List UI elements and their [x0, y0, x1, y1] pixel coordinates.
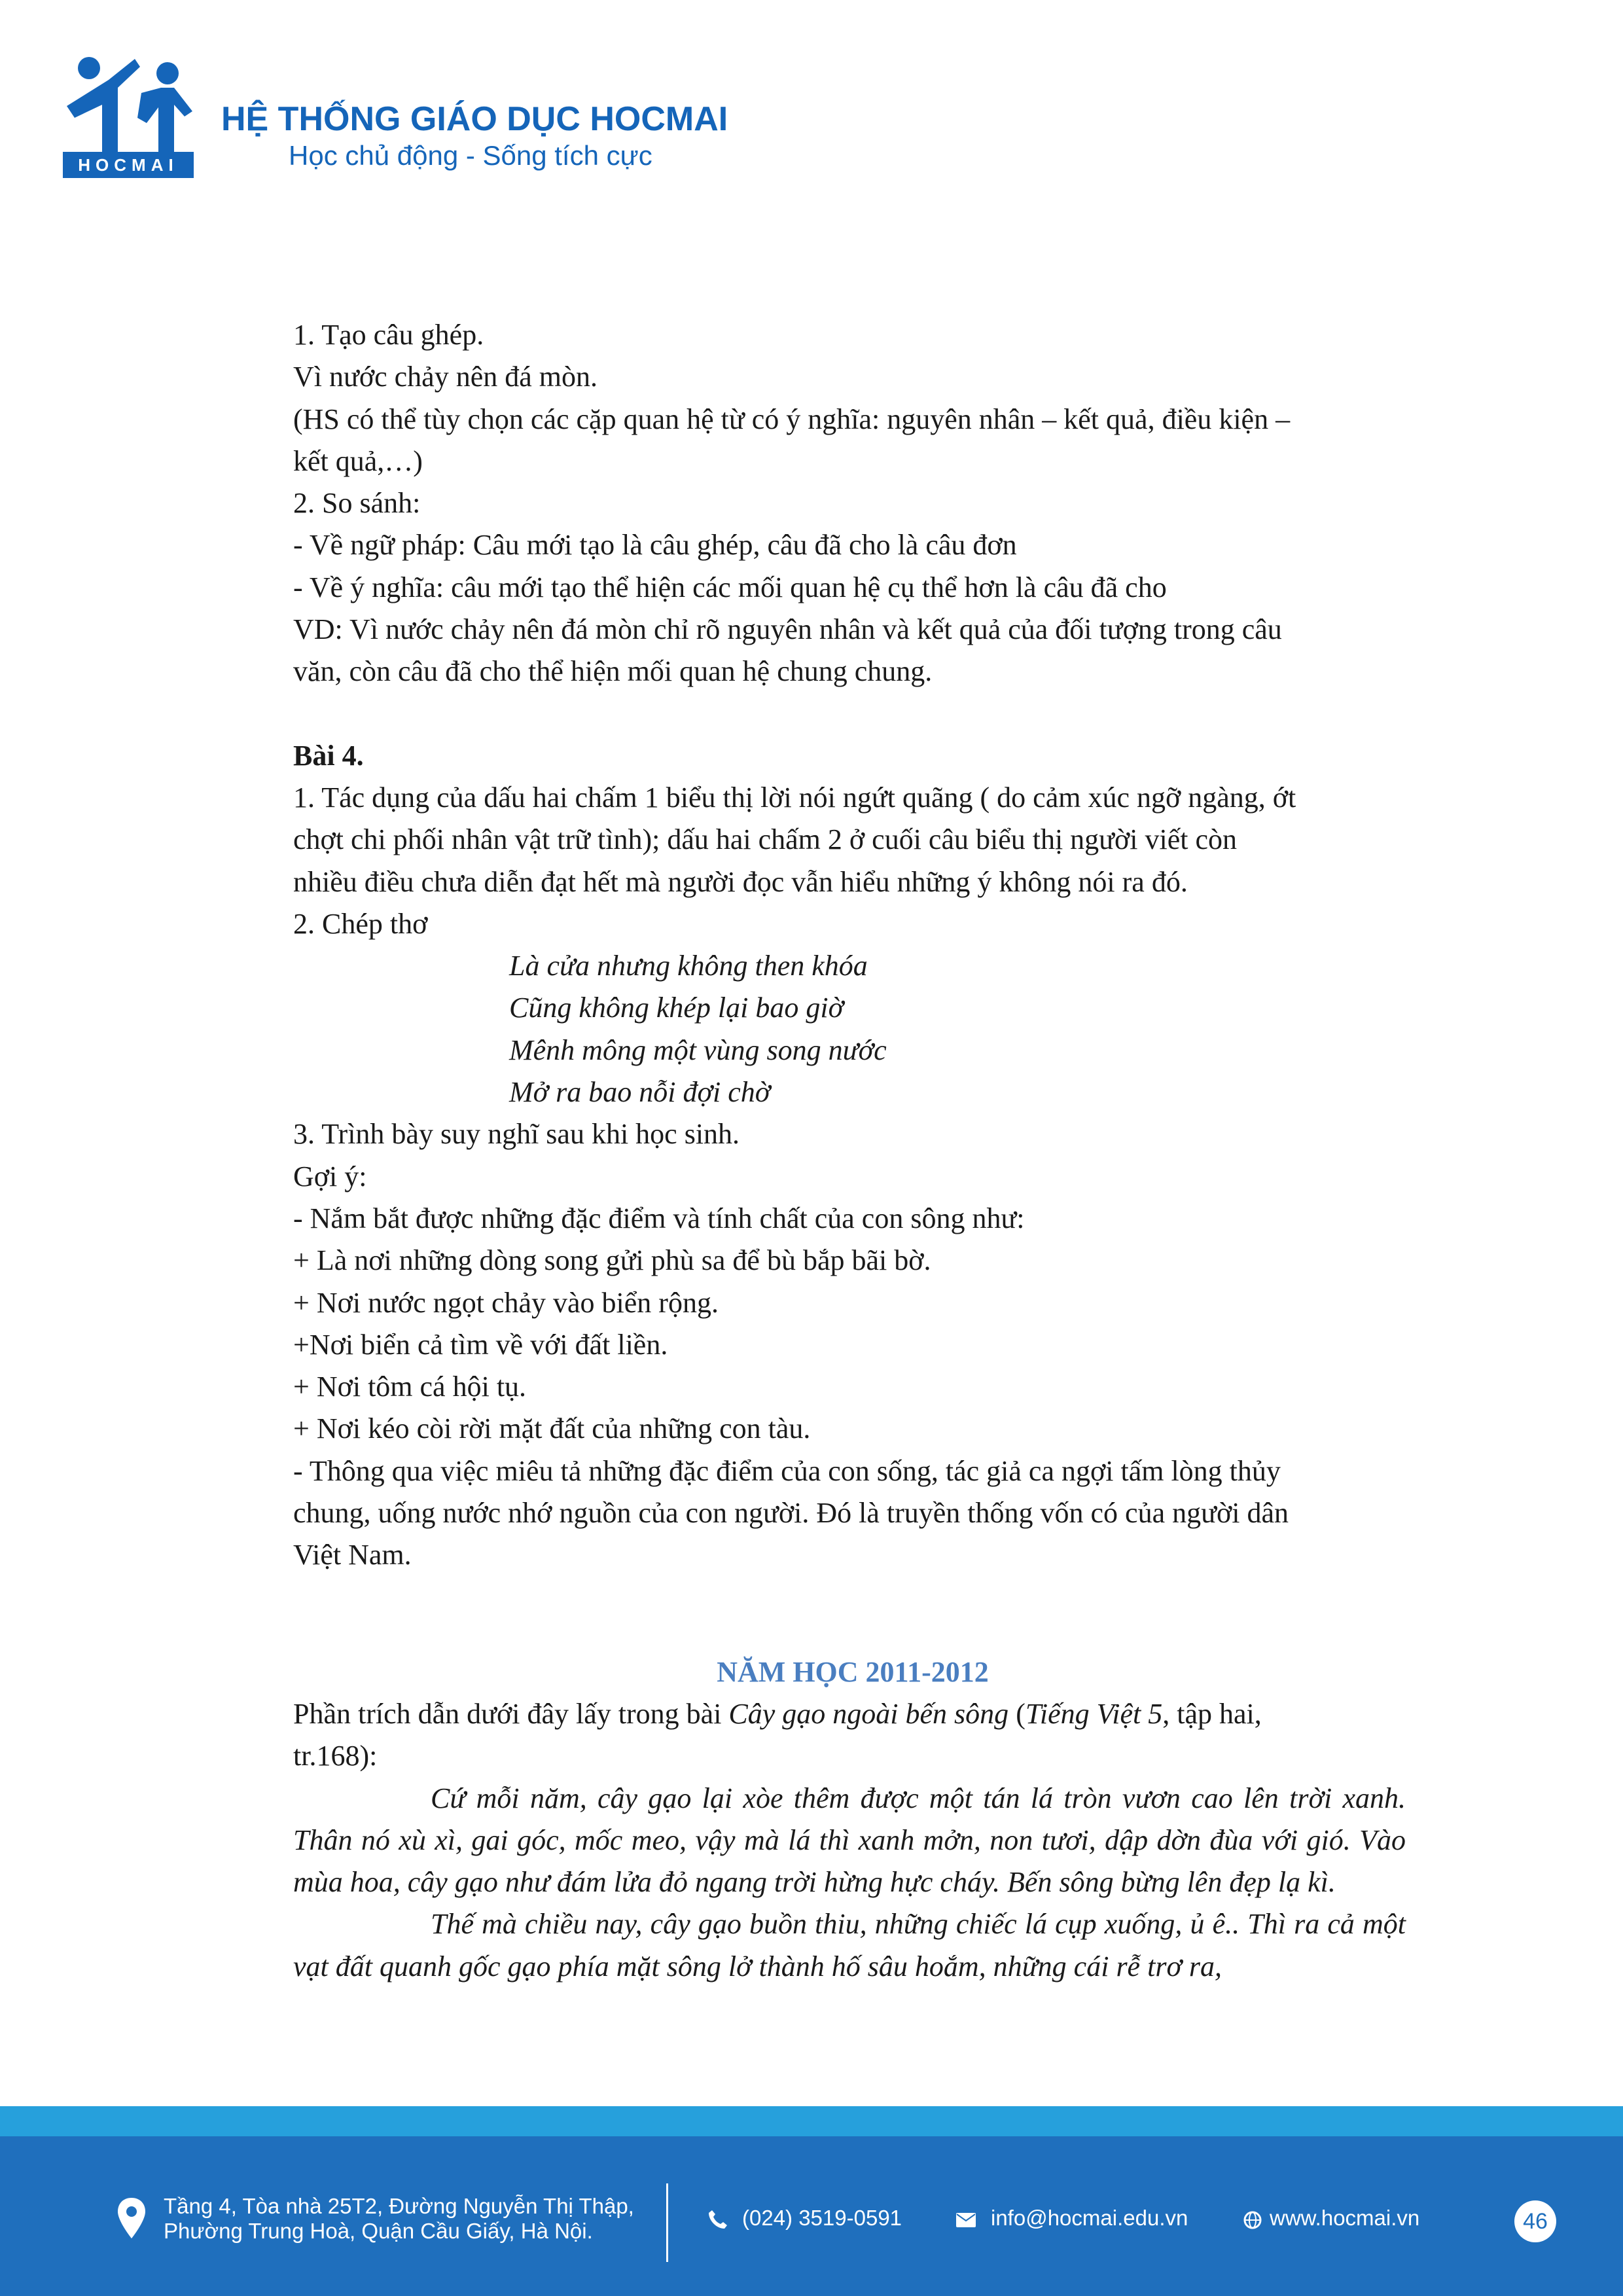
page-header: [63, 54, 979, 185]
text-line: 2. So sánh:: [293, 487, 421, 520]
text-line: +Nơi biển cả tìm về với đất liền.: [293, 1328, 668, 1361]
text-line: Vì nước chảy nên đá mòn.: [293, 361, 597, 393]
text-line: 1. Tác dụng của dấu hai chấm 1 biểu thị lời nói ngứt quãng ( do cảm xúc ngỡ ngàng, ớt: [293, 781, 1296, 814]
hocmai-logo: [63, 54, 197, 178]
year-heading: NĂM HỌC 2011-2012: [717, 1655, 989, 1688]
text-line: 2. Chép thơ: [293, 907, 428, 940]
text-line: - Về ngữ pháp: Câu mới tạo là câu ghép, câu đã cho là câu đơn: [293, 529, 1017, 562]
brand-title: HỆ THỐNG GIÁO DỤC HOCMAI: [221, 100, 728, 138]
document-body: [293, 314, 1406, 1988]
text-line: chung, uống nước nhớ nguồn của con người. Đó là truyền thống vốn có của người dân: [293, 1497, 1289, 1530]
text-line: + Nơi kéo còi rời mặt đất của những con tàu.: [293, 1412, 811, 1445]
text-line: - Về ý nghĩa: câu mới tạo thể hiện các mối quan hệ cụ thể hơn là câu đã cho: [293, 571, 1167, 603]
poem-line: Cũng không khép lại bao giờ: [509, 992, 844, 1024]
footer-divider: [666, 2183, 668, 2262]
text-line: Gợi ý:: [293, 1160, 367, 1193]
page-footer: [0, 2136, 1623, 2296]
intro-text: , tập hai,: [1162, 1697, 1262, 1730]
text-line: - Thông qua việc miêu tả những đặc điểm của con sống, tác giả ca ngợi tấm lòng thủy: [293, 1454, 1281, 1487]
text-line: tr.168):: [293, 1740, 378, 1772]
email-icon: [955, 2212, 976, 2228]
hocmai-logo-figures-icon: [63, 54, 197, 152]
brand-slogan: Học chủ động - Sống tích cực: [289, 140, 652, 171]
section-heading-bai-4: Bài 4.: [293, 739, 364, 772]
text-line: Việt Nam.: [293, 1539, 412, 1571]
text-line: nhiều điều chưa diễn đạt hết mà người đọc vẫn hiểu những ý không nói ra đó.: [293, 865, 1188, 898]
intro-book: Tiếng Việt 5: [1025, 1697, 1163, 1730]
text-line: + Nơi tôm cá hội tụ.: [293, 1371, 527, 1403]
intro-text: (: [1008, 1697, 1026, 1730]
globe-icon: [1243, 2211, 1262, 2229]
footer-phone[interactable]: (024) 3519-0591: [742, 2206, 902, 2230]
text-line: văn, còn câu đã cho thể hiện mối quan hệ chung chung.: [293, 655, 933, 688]
text-line: 3. Trình bày suy nghĩ sau khi học sinh.: [293, 1118, 740, 1151]
phone-icon: [707, 2208, 729, 2231]
location-pin-icon: [116, 2197, 147, 2240]
text-line: VD: Vì nước chảy nên đá mòn chỉ rõ nguyên nhân và kết quả của đối tượng trong câu: [293, 613, 1282, 646]
footer-website[interactable]: www.hocmai.vn: [1270, 2206, 1420, 2230]
page-number: 46: [1514, 2200, 1556, 2242]
text-line: (HS có thể tùy chọn các cặp quan hệ từ có ý nghĩa: nguyên nhân – kết quả, điều kiện –: [293, 403, 1291, 435]
footer-email[interactable]: info@hocmai.edu.vn: [991, 2206, 1188, 2230]
footer-stripe: [0, 2106, 1623, 2136]
text-line: 1. Tạo câu ghép.: [293, 319, 484, 351]
text-line: + Nơi nước ngọt chảy vào biển rộng.: [293, 1286, 719, 1319]
poem-line: Là cửa nhưng không then khóa: [509, 950, 868, 982]
excerpt-paragraph: Cứ mỗi năm, cây gạo lại xòe thêm được một tán lá tròn vươn cao lên trời xanh. Thân nó xù xì, gai góc, mốc meo, vậy mà lá thì xanh mởn, non tươi, dập dờn đùa với gió. Vào mùa hoa, cây gạo như đám lửa đỏ ngang trời hừng hực cháy. Bến sông bừng lên đẹp lạ kì.: [293, 1782, 1406, 1899]
poem-line: Mở ra bao nỗi đợi chờ: [509, 1076, 771, 1109]
excerpt-paragraph: Thế mà chiều nay, cây gạo buồn thiu, những chiếc lá cụp xuống, ủ ê.. Thì ra cả một vạt đất quanh gốc gạo phía mặt sông lở thành hố sâu hoắm, những cái rễ trơ ra,: [293, 1908, 1406, 1982]
footer-address-line1: Tầng 4, Tòa nhà 25T2, Đường Nguyễn Thị Thập,: [164, 2194, 634, 2218]
logo-text: HOCMAI: [63, 152, 194, 178]
intro-line: [293, 1693, 1406, 1735]
poem-line: Mênh mông một vùng song nước: [509, 1033, 887, 1066]
text-line: chợt chi phối nhân vật trữ tình); dấu hai chấm 2 ở cuối câu biểu thị người viết còn: [293, 823, 1238, 856]
footer-address-line2: Phường Trung Hoà, Quận Cầu Giấy, Hà Nội.: [164, 2219, 593, 2243]
intro-text: Phần trích dẫn dưới đây lấy trong bài: [293, 1697, 729, 1730]
intro-title: Cây gạo ngoài bến sông: [728, 1697, 1009, 1730]
text-line: kết quả,…): [293, 444, 423, 477]
text-line: + Là nơi những dòng song gửi phù sa để bù bắp bãi bờ.: [293, 1244, 931, 1277]
text-line: - Nắm bắt được những đặc điểm và tính chất của con sông như:: [293, 1202, 1025, 1234]
